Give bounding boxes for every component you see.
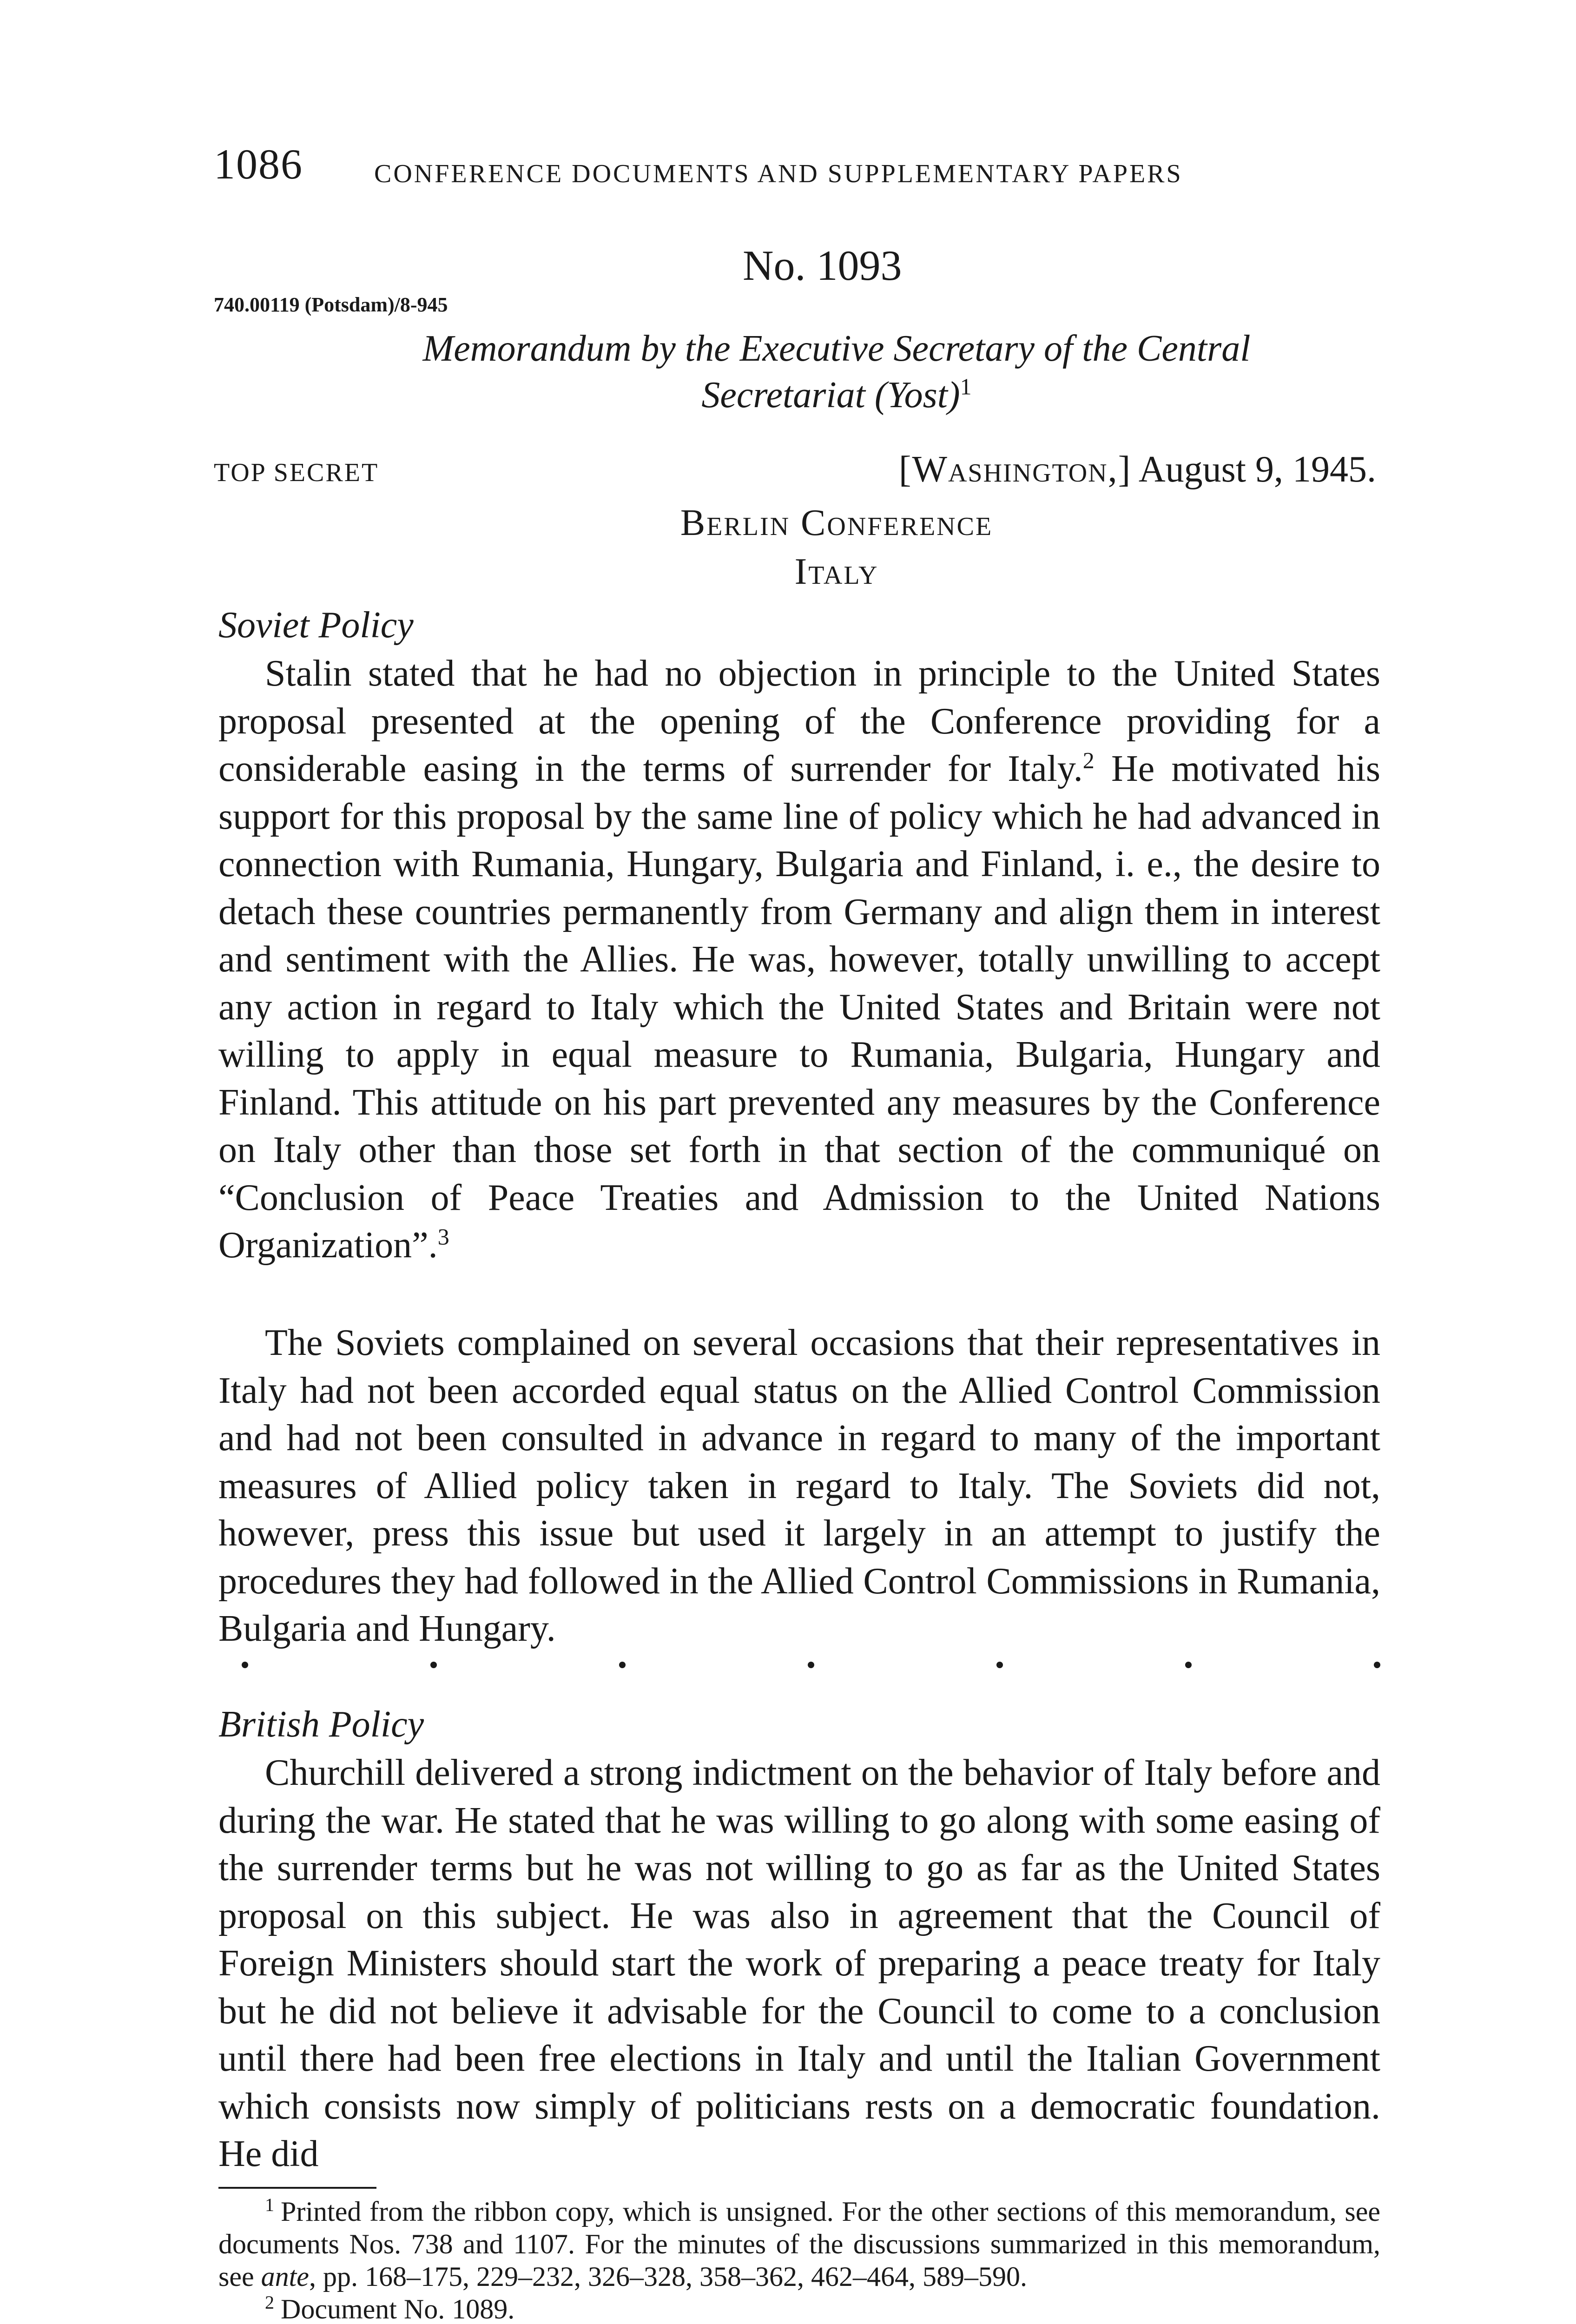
soviet-p1-part-b: He motivated his support for this proposal by the same line of policy which he had advanced in connection with Rumania, Hungary, Bulgaria and Finland, i. e., the desire to detach these countries permanently from Germany and align them in interest and sentiment with the Allies. He was, however, totally unwilling to accept any action in regard to Italy which the United States and Britain were not willing to apply in equal measure to Rumania, Bulgaria, Hungary and Finland. This attitude on his part prevented any measures by the Conference on Italy other than those set forth in that section of the communiqué on “Conclusion of Peace Treaties and Admission to the United Nations Organization”. (218, 748, 1381, 1266)
soviet-policy-paragraph-1 (218, 650, 1380, 1269)
document-number: No. 1093 (743, 242, 902, 289)
memo-title-line-2 (279, 372, 1394, 418)
omission-dot (430, 1662, 437, 1668)
running-title: CONFERENCE DOCUMENTS AND SUPPLEMENTARY PAPERS (374, 159, 1183, 188)
british-policy-paragraph-1: Churchill delivered a strong indictment on the behavior of Italy before and during the war. He stated that he was willing to go along with some easing of the surrender terms but he was not willing to go as far as the United States proposal on this subject. He was also in agreement that the Council of Foreign Ministers should start the work of preparing a peace treaty for Italy but he did not believe it advisable for the Council to come to a conclusion until there had been free elections in Italy and until the Italian Government which consists now simply of politicians rests on a democratic foundation. He did (218, 1752, 1380, 2174)
memo-title (279, 325, 1394, 418)
footnote-1-text-b: , pp. 168–175, 229–232, 326–328, 358–362, 462–464, 589–590. (309, 2261, 1027, 2292)
footnote-2-text: Document No. 1089. (281, 2294, 515, 2324)
conference-heading: Berlin Conference (680, 502, 993, 543)
footnote-1-text-a: Printed from the ribbon copy, which is unsigned. For the other sections of this memorandum, see documents Nos. 738 and 1107. For the minutes of the discussions summarized in this memorandum, see (218, 2196, 1380, 2292)
footnote-1 (218, 2195, 1380, 2293)
page-number: 1086 (214, 140, 303, 188)
footnote-1-mark: 1 (265, 2194, 274, 2215)
omission-dots (242, 1662, 1380, 1668)
memo-title-line-1: Memorandum by the Executive Secretary of the Central (422, 328, 1251, 369)
omission-dot (808, 1662, 814, 1668)
dateline-date: August 9, 1945. (1138, 449, 1376, 490)
footnote-2 (218, 2293, 1380, 2324)
footnote-ref-1: 1 (960, 373, 972, 400)
footnote-2-mark: 2 (265, 2292, 274, 2313)
omission-dot (1185, 1662, 1192, 1668)
soviet-p1-part-a: Stalin stated that he had no objection in principle to the United States proposal presented at the opening of the Conference providing for a considerable easing in the terms of surrender for Italy. (218, 653, 1380, 789)
dateline (899, 449, 1376, 491)
omission-dot (619, 1662, 626, 1668)
running-head (214, 139, 1376, 205)
footnotes (218, 2187, 1380, 2324)
footnote-1-ante: ante (261, 2261, 309, 2292)
country-heading: Italy (794, 551, 879, 592)
memo-title-line-2-text: Secretariat (Yost) (701, 375, 960, 416)
british-policy-heading: British Policy (218, 1704, 424, 1745)
soviet-policy-paragraph-2: The Soviets complained on several occasions that their representatives in Italy had not been accorded equal status on the Allied Control Commission and had not been consulted in advance in regard to many of the important measures of Allied policy taken in regard to Italy. The Soviets did not, however, press this issue but used it largely in an attempt to justify the procedures they had followed in the Allied Control Commissions in Rumania, Bulgaria and Hungary. (218, 1322, 1380, 1649)
classification-label: TOP SECRET (214, 458, 379, 487)
soviet-policy-heading: Soviet Policy (218, 605, 414, 646)
omission-dot (242, 1662, 248, 1668)
omission-dot (996, 1662, 1003, 1668)
footnote-ref-2: 2 (1082, 747, 1095, 773)
footnote-ref-3: 3 (437, 1223, 449, 1250)
omission-dot (1374, 1662, 1380, 1668)
file-number: 740.00119 (Potsdam)/8-945 (214, 293, 448, 316)
dateline-place: [Washington,] (898, 449, 1132, 490)
